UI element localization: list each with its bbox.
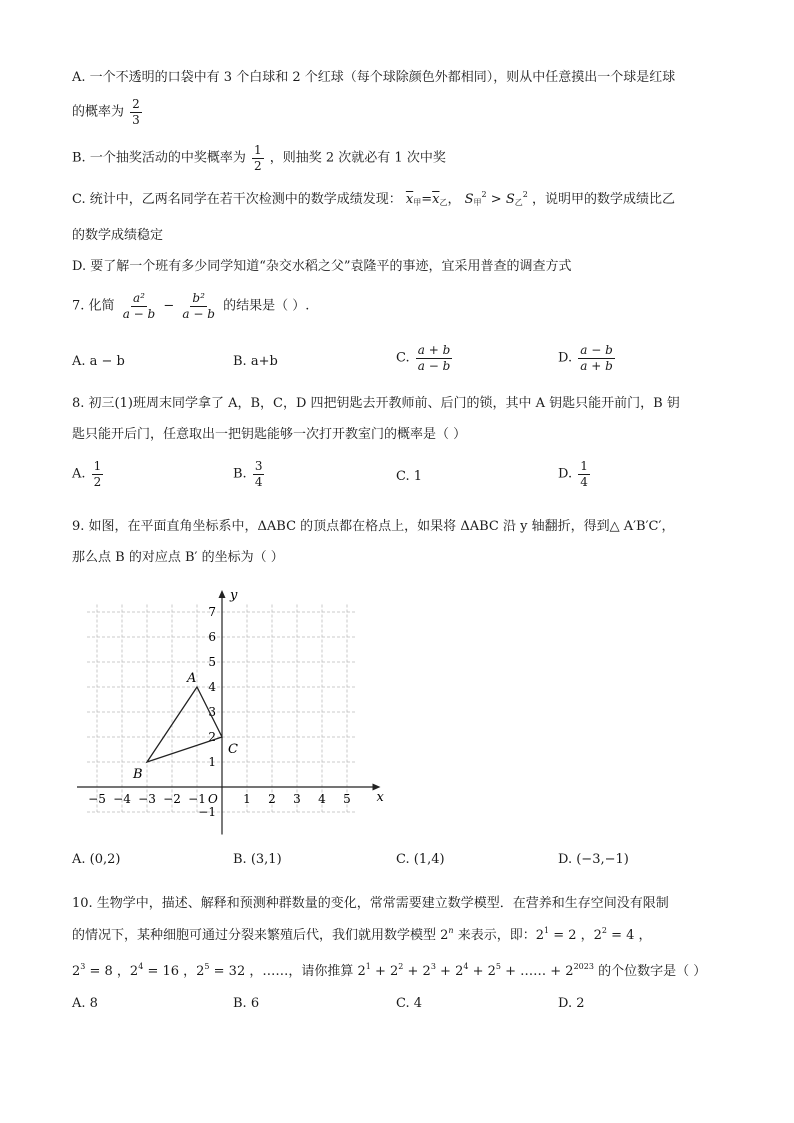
x-tick-label: −3 [138, 792, 156, 806]
x-tick-label: 1 [243, 792, 251, 806]
q6-option-a-text: 的概率为 [72, 104, 125, 120]
fraction-numerator: b² [192, 291, 205, 305]
y-tick-label: 7 [208, 605, 216, 619]
q6-option-c-line1 [72, 188, 675, 208]
q10-line3-post: 的个位数字是（ ） [593, 964, 707, 979]
q9-option-d[interactable]: D. (−3,−1) [558, 852, 629, 867]
q8-option-a-fraction [92, 460, 104, 488]
equation-value: = 2 ，2 [549, 928, 602, 943]
fraction-numerator: 1 [253, 143, 262, 157]
plus-term: + 2 [468, 964, 496, 979]
variance-sq-a: 2 [481, 190, 487, 199]
q10-option-c[interactable]: C. 4 [396, 996, 423, 1011]
fraction-denominator: a − b [182, 306, 215, 321]
greater-than: > [486, 192, 506, 207]
equation-value: = 4 ， [607, 928, 652, 943]
y-tick-label: 4 [208, 680, 216, 694]
exponent: 5 [495, 962, 501, 971]
y-tick-label: 1 [208, 755, 216, 769]
q7-option-d[interactable] [558, 344, 617, 372]
q10-option-d[interactable]: D. 2 [558, 996, 585, 1011]
option-label: D. [558, 466, 573, 482]
exponent: 1 [365, 962, 371, 971]
mean-x-b: $\overline{x}$ [432, 192, 440, 207]
fraction-denominator: a + b [580, 358, 613, 373]
vertex-label-b: B [133, 767, 143, 782]
q9-option-c[interactable]: C. (1,4) [396, 852, 445, 867]
origin-label: O [208, 792, 218, 806]
q10-stem-line1: 10. 生物学中，描述、解释和预测种群数量的变化，常常需要建立数学模型．在营养和生存空间没有限制 [72, 896, 669, 911]
fraction-denominator: 2 [253, 158, 262, 173]
q6-option-b-pre: B. 一个抽奖活动的中奖概率为 [72, 150, 246, 166]
exponent-n: n [448, 926, 454, 935]
q7-fraction-1 [121, 292, 158, 320]
q10-stem-line2 [72, 924, 652, 943]
q6-option-d: D. 要了解一个班有多少同学知道“杂交水稻之父”袁隆平的事迹，宜采用普查的调查方式 [72, 259, 572, 274]
y-tick-label: 5 [208, 655, 216, 669]
q10-line2-post: 来表示，即：2 [453, 928, 544, 943]
exponent: 4 [138, 962, 144, 971]
q7-fraction-2 [180, 292, 217, 320]
q8-option-a[interactable] [72, 460, 105, 488]
vertex-label-c: C [228, 742, 238, 757]
fraction-denominator: 4 [580, 474, 588, 489]
equals-sign: = [421, 192, 433, 207]
variance-s-a: S [464, 192, 474, 207]
q7-option-a[interactable]: A. a − b [72, 354, 125, 369]
q6-option-c-post: ，说明甲的数学成绩比乙 [531, 192, 675, 207]
option-label: B. [233, 466, 247, 482]
fraction-numerator: 3 [254, 459, 263, 473]
variance-sq-b: 2 [522, 190, 528, 199]
q6-option-a-fraction [130, 98, 142, 126]
vertex-label-a: A [187, 671, 197, 686]
x-tick-label: 3 [293, 792, 301, 806]
exponent: 3 [430, 962, 436, 971]
plus-term: + 2 [370, 964, 399, 979]
q9-option-a[interactable]: A. (0,2) [72, 852, 121, 867]
q6-option-b-fraction [252, 144, 264, 172]
mean-x-a: $\overline{x}$ [405, 192, 414, 207]
fraction-numerator: 2 [132, 97, 140, 111]
x-axis-label: x [376, 790, 384, 805]
x-tick-label: 5 [343, 792, 351, 806]
q7-option-b[interactable]: B. a+b [233, 354, 278, 369]
plus-term: + 2 [403, 964, 431, 979]
fraction-denominator: a − b [417, 358, 451, 373]
exponent: 3 [80, 962, 86, 971]
variance-sub-a: 甲 [473, 198, 482, 207]
q6-option-a-line1: A. 一个不透明的口袋中有 3 个白球和 2 个红球（每个球除颜色外都相同），则从中任意摸出一个球是红球 [72, 70, 676, 85]
fraction-denominator: 4 [254, 474, 263, 489]
y-axis-label: y [230, 588, 238, 603]
exponent: 2 [398, 962, 404, 971]
mean-sub-a: 甲 [413, 198, 422, 207]
exponent: 5 [204, 962, 210, 971]
q6-option-b [72, 144, 446, 172]
plus-term: + …… + 2 [500, 964, 574, 979]
triangle-outline [147, 687, 222, 762]
q8-option-c[interactable]: C. 1 [396, 469, 423, 484]
y-tick-label: −1 [198, 805, 216, 819]
x-tick-label: −5 [88, 792, 106, 806]
equation-value: = 16 ，2 [143, 964, 205, 979]
q8-stem-line1: 8. 初三(1)班周末同学拿了 A，B，C，D 四把钥匙去开教师前、后门的锁，其中 A 钥匙只能开前门，B 钥 [72, 396, 680, 411]
q6-option-b-post: ，则抽奖 2 次就必有 1 次中奖 [269, 150, 446, 166]
fraction-denominator: 2 [93, 474, 102, 489]
minus-sign: − [163, 298, 175, 314]
fraction-numerator: a² [132, 291, 145, 305]
y-tick-label: 3 [208, 705, 216, 719]
option-label: A. [72, 466, 86, 482]
y-axis-arrow [219, 590, 226, 598]
q7-option-d-fraction [578, 344, 615, 372]
q6-option-c-line2: 的数学成绩稳定 [72, 228, 164, 243]
q7-stem [72, 292, 309, 320]
q10-option-a[interactable]: A. 8 [72, 996, 98, 1011]
fraction-numerator: 1 [580, 459, 588, 473]
y-tick-label: 6 [208, 630, 216, 644]
fraction-numerator: a + b [417, 343, 451, 357]
q8-option-d-fraction [578, 460, 590, 488]
q10-line2-text: 的情况下，某种细胞可通过分裂来繁殖后代，我们就用数学模型 2 [72, 928, 449, 943]
q8-stem-line2: 匙只能开后门，任意取出一把钥匙能够一次打开教室门的概率是（ ） [72, 427, 467, 442]
coordinate-plane-figure [72, 575, 392, 840]
q9-option-b[interactable]: B. (3,1) [233, 852, 282, 867]
exponent: 2 [601, 926, 607, 935]
q7-option-c-fraction [416, 344, 453, 372]
variance-sub-b: 乙 [514, 198, 523, 207]
x-tick-label: −2 [163, 792, 181, 806]
option-label: C. [396, 350, 410, 366]
exponent: 2023 [573, 962, 594, 971]
q7-post: 的结果是（ ）. [223, 298, 310, 314]
fraction-denominator: a − b [122, 306, 156, 321]
q7-pre: 7. 化简 [72, 298, 115, 314]
q8-option-d[interactable] [558, 460, 592, 488]
fraction-numerator: a − b [580, 343, 613, 357]
option-label: D. [558, 350, 573, 366]
q9-stem-line2: 那么点 B 的对应点 B′ 的坐标为（ ） [72, 550, 284, 565]
q9-stem-line1: 9. 如图，在平面直角坐标系中，ΔABC 的顶点都在格点上，如果将 ΔABC 沿 y 轴翻折，得到△ A′B′C′， [72, 519, 675, 534]
exponent: 1 [543, 926, 550, 935]
q8-option-b-fraction [253, 460, 265, 488]
x-tick-label: 4 [318, 792, 326, 806]
q10-option-b[interactable]: B. 6 [233, 996, 260, 1011]
q6-option-c-pre: C. 统计中，乙两名同学在若干次检测中的数学成绩发现： [72, 192, 402, 207]
q6-option-a-line2 [72, 98, 144, 126]
comma: ， [447, 192, 461, 207]
mean-sub-b: 乙 [439, 198, 448, 207]
equation-value: = 8 ，2 [85, 964, 139, 979]
x-tick-label: 2 [268, 792, 276, 806]
equation-value: = 32 ，……，请你推算 2 [209, 964, 366, 979]
y-tick-label: 2 [208, 730, 216, 744]
q8-option-b[interactable] [233, 460, 266, 488]
q10-stem-line3 [72, 960, 706, 979]
q7-option-c[interactable] [396, 344, 454, 372]
variance-s-b: S [505, 192, 515, 207]
fraction-numerator: 1 [93, 459, 102, 473]
x-tick-label: −4 [113, 792, 131, 806]
exponent: 4 [463, 962, 469, 971]
fraction-denominator: 3 [132, 112, 140, 127]
x-tick-label: −1 [188, 792, 206, 806]
base-two: 2 [72, 964, 81, 979]
plus-term: + 2 [435, 964, 464, 979]
